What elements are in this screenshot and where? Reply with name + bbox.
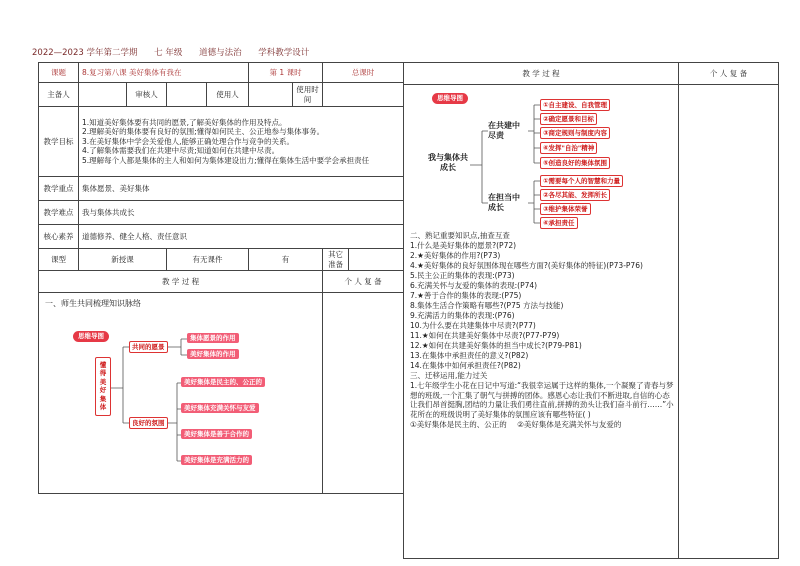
key-points-value: 集体愿景、美好集体 — [79, 177, 404, 201]
mindmap-leaf: ⑤创造良好的集体氛围 — [540, 157, 610, 169]
mindmap-leaf: ①自主建设、自我管理 — [540, 99, 610, 111]
exercise-option: ②美好集体是充满关怀与友爱的 — [517, 420, 622, 430]
review-heading-left: 个 人 复 备 — [323, 271, 404, 293]
mindmap-collective — [39, 293, 322, 493]
reviewer-value — [167, 83, 207, 107]
difficult-points-label: 教学难点 — [39, 201, 79, 225]
question-item: 14.在集体中如何承担责任?(P82) — [410, 360, 521, 370]
preparer-label: 主备人 — [39, 83, 79, 107]
mindmap-leaf: ③商定规则与制度内容 — [540, 127, 610, 139]
reviewer-label: 审核人 — [127, 83, 167, 107]
process-heading-right: 教 学 过 程 — [404, 63, 679, 85]
mindmap-leaf: 集体愿景的作用 — [187, 333, 239, 343]
question-item: 9.充满活力的集体的表现:(P76) — [410, 310, 515, 320]
exercise-text: 1.七年级学生小花在日记中写道:“我很幸运属于这样的集体,一个凝聚了青春与梦想的班级,一个汇集了朝气与拼搏的团体。感恩心态让我们不断进取,自信的心态让我们昂首挺胸,团结的力量让我们勇往直前,拼搏的劲头让我们奋斗前行……”小花所在的班级说明了美好集体的氛围应该有哪些特征( ) — [410, 380, 674, 420]
goal-item: 5.理解每个人都是集体的主人和如何为集体建设出力;懂得在集体生活中要学会承担责任 — [82, 155, 370, 165]
user-value — [249, 83, 293, 107]
mindmap-branch-grow: 在担当中成长 — [488, 193, 520, 212]
question-item: 10.为什么要在共建集体中尽责?(P77) — [410, 320, 536, 330]
process-content-right — [404, 85, 679, 559]
header-subject: 道德与法治 — [199, 48, 242, 58]
review-content-right — [679, 85, 779, 559]
mindmap-branch-vision: 共同的愿景 — [129, 341, 168, 353]
header-doc-type: 学科教学设计 — [258, 48, 310, 58]
question-item: 12.★如何在共建美好集体的担当中成长?(P79-P81) — [410, 340, 582, 350]
mindmap-branch-duty: 在共建中尽责 — [488, 121, 520, 140]
total-periods-label: 总课时 — [323, 63, 404, 83]
mindmap-leaf: 美好集体是民主的、公正的 — [181, 377, 265, 387]
mindmap-branch-atmosphere: 良好的氛围 — [129, 417, 168, 429]
process-table-right — [403, 62, 779, 559]
period-label: 第 1 课时 — [249, 63, 323, 83]
goals-list — [79, 107, 404, 177]
question-item: 5.民主公正的集体的表现:(P73) — [410, 270, 515, 280]
mindmap-leaf: 美好集体的作用 — [187, 349, 239, 359]
lesson-type-label: 课型 — [39, 249, 79, 271]
user-label: 使用人 — [207, 83, 249, 107]
mindmap-leaf: ④发挥"自治"精神 — [540, 142, 597, 154]
core-literacy-label: 核心素养 — [39, 225, 79, 249]
question-item: 1.什么是美好集体的愿景?(P72) — [410, 240, 517, 250]
other-prep-label: 其它准备 — [323, 249, 349, 271]
preparer-value — [79, 83, 127, 107]
courseware-value: 有 — [249, 249, 323, 271]
process-content-left — [39, 293, 323, 494]
mindmap-leaf: ①需要每个人的智慧和力量 — [540, 175, 623, 187]
goal-item: 4.了解集体需要我们在共建中尽责;知道如何在共建中尽责。 — [82, 146, 280, 156]
header-year: 2022—2023 学年第二学期 — [32, 48, 138, 58]
question-item: 2.★美好集体的作用?(P73) — [410, 250, 501, 260]
mindmap-cloud-badge: 思维导图 — [73, 331, 109, 342]
exercise-options — [410, 420, 674, 430]
mindmap-leaf: ③维护集体荣誉 — [540, 203, 591, 215]
lesson-info-table — [38, 62, 404, 494]
question-item: 8.集体生活合作策略有哪些?(P75 方法与技能) — [410, 300, 564, 310]
mindmap-leaf: 美好集体是充满活力的 — [181, 455, 252, 465]
question-list — [404, 225, 678, 430]
question-item: 6.充满关怀与友爱的集体的表现:(P74) — [410, 280, 538, 290]
header-grade: 七 年级 — [154, 48, 183, 58]
review-content-left — [323, 293, 404, 494]
mindmap-root: 懂得美好集体 — [95, 357, 111, 416]
difficult-points-value: 我与集体共成长 — [79, 201, 404, 225]
mindmap-leaf: 美好集体充满关怀与友爱 — [181, 403, 259, 413]
mindmap-leaf: 美好集体是善于合作的 — [181, 429, 252, 439]
mindmap-leaf: ②各尽其能、发挥所长 — [540, 189, 610, 201]
mindmap-cloud-badge: 思维导图 — [432, 93, 468, 104]
question-item: 13.在集体中承担责任的意义?(P82) — [410, 350, 529, 360]
question-item: 7.★善于合作的集体的表现:(P75) — [410, 290, 522, 300]
lesson-type-value: 新授课 — [79, 249, 167, 271]
use-time-value — [323, 83, 404, 107]
use-time-label: 使用时间 — [293, 83, 323, 107]
key-points-label: 教学重点 — [39, 177, 79, 201]
document-header — [32, 46, 452, 58]
goal-item: 1.知道美好集体要有共同的愿景,了解美好集体的作用及特点。 — [82, 118, 287, 128]
topic-label: 课题 — [39, 63, 79, 83]
mindmap-leaf: ②确定愿景和目标 — [540, 113, 597, 125]
question-item: 11.★如何在共建美好集体中尽责?(P77-P79) — [410, 330, 560, 340]
exercise-option: ①美好集体是民主的、公正的 — [410, 420, 507, 430]
mindmap-growth — [404, 85, 678, 225]
goal-item: 3.在美好集体中学会关爱他人,能够正确处理合作与竞争的关系。 — [82, 136, 295, 146]
courseware-label: 有无课件 — [167, 249, 249, 271]
core-literacy-value: 道德修养、健全人格、责任意识 — [79, 225, 404, 249]
review-heading-right: 个 人 复 备 — [679, 63, 779, 85]
section-heading: 三、迁移运用,能力过关 — [410, 370, 488, 380]
goal-item: 2.理解美好的集体要有良好的氛围;懂得如何民主、公正地参与集体事务。 — [82, 127, 325, 137]
section-heading: 二、熟记重要知识点,抽查互查 — [410, 231, 510, 240]
topic-value: 8.复习第八课 美好集体有我在 — [79, 63, 249, 83]
goals-label: 教学目标 — [39, 107, 79, 177]
section-heading: 一、师生共同梳理知识脉络 — [45, 299, 141, 308]
process-heading-left: 教 学 过 程 — [39, 271, 323, 293]
other-prep-value — [349, 249, 404, 271]
mindmap-leaf: ④承担责任 — [540, 217, 578, 229]
mindmap-root: 我与集体共成长 — [428, 153, 468, 172]
question-item: 4.★美好集体的良好氛围体现在哪些方面?(美好集体的特征)(P73-P76) — [410, 260, 643, 270]
